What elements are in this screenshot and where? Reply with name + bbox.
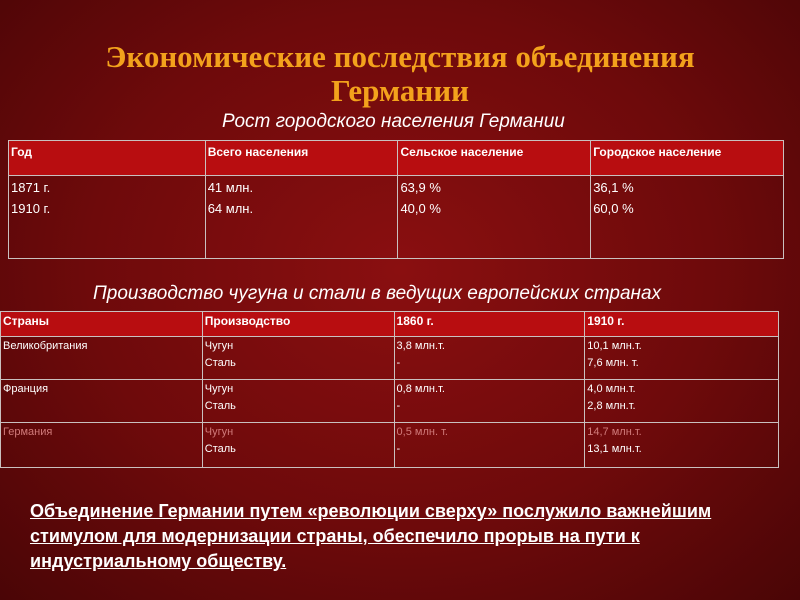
value-1910-cell <box>585 337 779 380</box>
country-cell: Германия <box>1 423 203 468</box>
value: 3,8 млн.т. <box>396 340 445 352</box>
product-label: Чугун <box>204 383 234 395</box>
cell-total-population <box>205 176 398 259</box>
table-row <box>1 380 779 423</box>
table-row <box>1 423 779 468</box>
population-table-title: Рост городского населения Германии <box>222 111 565 132</box>
header-1860: 1860 г. <box>394 312 585 337</box>
product-label: Сталь <box>204 357 236 369</box>
value: - <box>396 357 401 369</box>
value-1910-cell <box>585 380 779 423</box>
country-cell: Великобритания <box>1 337 203 380</box>
product-label: Сталь <box>204 400 236 412</box>
value: 2,8 млн.т. <box>587 400 636 412</box>
slide-title <box>0 40 800 108</box>
total-value: 41 млн. <box>207 180 254 195</box>
table-header-row <box>9 141 784 176</box>
cell-urban-population <box>591 176 784 259</box>
urban-value: 60,0 % <box>593 201 634 216</box>
header-1910: 1910 г. <box>585 312 779 337</box>
products-cell <box>202 423 394 468</box>
products-cell <box>202 337 394 380</box>
value: 13,1 млн.т. <box>587 443 642 455</box>
value-1860-cell <box>394 423 585 468</box>
header-total-population: Всего населения <box>205 141 398 176</box>
table-header-row <box>1 312 779 337</box>
product-label: Чугун <box>204 426 234 438</box>
total-value: 64 млн. <box>207 201 254 216</box>
rural-value: 40,0 % <box>400 201 441 216</box>
cell-rural-population <box>398 176 591 259</box>
value-1860-cell <box>394 380 585 423</box>
table-row <box>9 176 784 259</box>
slide-title-line-1: Экономические последствия объединения <box>105 39 695 74</box>
value: 10,1 млн.т. <box>587 340 642 352</box>
header-rural-population: Сельское население <box>398 141 591 176</box>
header-urban-population: Городское население <box>591 141 784 176</box>
header-year: Год <box>9 141 206 176</box>
value: - <box>396 400 401 412</box>
cell-years <box>9 176 206 259</box>
value: 7,6 млн. т. <box>587 357 639 369</box>
product-label: Сталь <box>204 443 236 455</box>
value: 4,0 млн.т. <box>587 383 636 395</box>
value: 0,5 млн. т. <box>396 426 448 438</box>
urban-value: 36,1 % <box>593 180 634 195</box>
rural-value: 63,9 % <box>400 180 441 195</box>
conclusion-text: Объединение Германии путем «революции сверху» послужило важнейшим стимулом для модернизации страны, обеспечило прорыв на пути к индустриальному обществу. <box>30 501 712 571</box>
population-table <box>8 140 784 259</box>
slide-title-line-2: Германии <box>331 73 469 108</box>
year-value: 1871 г. <box>11 180 51 195</box>
header-production: Производство <box>202 312 394 337</box>
year-value: 1910 г. <box>11 201 51 216</box>
value-1860-cell <box>394 337 585 380</box>
value: 0,8 млн.т. <box>396 383 445 395</box>
products-cell <box>202 380 394 423</box>
table-row <box>1 337 779 380</box>
value: 14,7 млн.т. <box>587 426 642 438</box>
value-1910-cell <box>585 423 779 468</box>
value: - <box>396 443 401 455</box>
production-table <box>0 311 779 468</box>
product-label: Чугун <box>204 340 234 352</box>
production-table-title: Производство чугуна и стали в ведущих европейских странах <box>93 283 662 304</box>
country-cell: Франция <box>1 380 203 423</box>
header-countries: Страны <box>1 312 203 337</box>
